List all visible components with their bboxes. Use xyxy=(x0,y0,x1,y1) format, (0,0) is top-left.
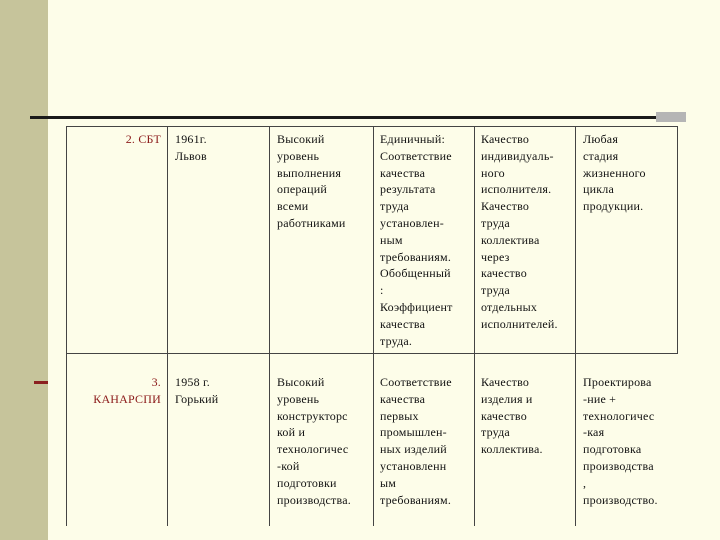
table-column-divider xyxy=(167,126,168,526)
row-number-cell: 3. КАНАРСПИ xyxy=(93,375,161,406)
header-rule-accent xyxy=(656,112,686,122)
stage-cell: Любая стадия жизненного цикла продукции. xyxy=(583,132,646,214)
table-column-divider xyxy=(66,126,67,526)
year-place-cell: 1961г. Львов xyxy=(175,132,207,163)
year-place-cell: 1958 г. Горький xyxy=(175,375,219,406)
object-cell: Качество изделия и качество труда коллектива. xyxy=(481,375,543,457)
table-row-top-border xyxy=(66,126,678,127)
left-red-marker xyxy=(34,381,48,384)
table-column-divider xyxy=(474,126,475,526)
table-column-divider xyxy=(575,126,576,526)
header-rule xyxy=(30,116,656,119)
goal-cell: Высокий уровень конструкторс кой и технологичес -кой подготовки производства. xyxy=(277,375,351,507)
indicator-cell: Единичный: Соответствие качества результата труда установлен- ным требованиям. Обобщенный : Коэффициент качества труда. xyxy=(380,132,453,348)
table-column-divider xyxy=(373,126,374,526)
goal-cell: Высокий уровень выполнения операций всеми работниками xyxy=(277,132,346,230)
table-column-divider xyxy=(677,126,678,354)
stage-cell: Проектирова -ние + технологичес -кая подготовка производства , производство. xyxy=(583,375,658,507)
row-number-cell: 2. СБТ xyxy=(125,132,161,146)
table-column-divider xyxy=(269,126,270,526)
left-decorative-band xyxy=(0,0,48,540)
indicator-cell: Соответствие качества первых промышлен- ных изделий установленн ым требованиям. xyxy=(380,375,452,507)
object-cell: Качество индивидуаль- ного исполнителя. Качество труда коллектива через качество труда отдельных исполнителей. xyxy=(481,132,558,331)
table-row-divider xyxy=(66,353,678,354)
